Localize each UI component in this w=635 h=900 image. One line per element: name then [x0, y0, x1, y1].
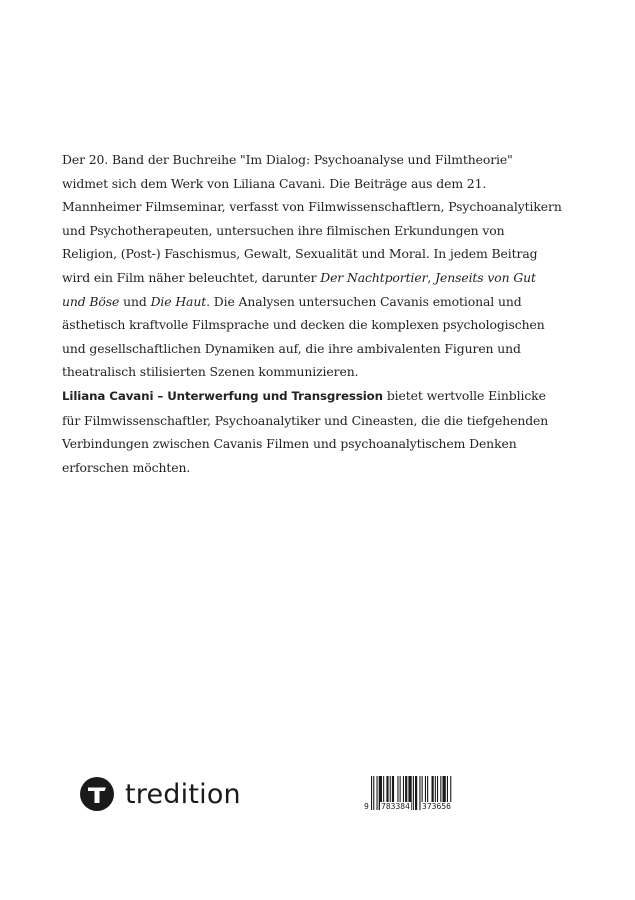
film-title: Die Haut [150, 293, 207, 309]
barcode-bar [413, 776, 414, 810]
barcode-bar [373, 776, 374, 810]
barcode-bars [363, 776, 469, 812]
blurb-text-segment: bietet wertvolle Einblicke für Filmwissenschaftler, Psychoanalytiker und Cineasten, die die tiefgehenden Verbindungen zwischen Cavanis Filmen und psychoanalytischem Denken erforschen möchten. [62, 387, 549, 475]
blurb-text [62, 148, 562, 479]
barcode-bar [377, 776, 378, 810]
barcode-group-2: 373656 [422, 802, 451, 811]
publisher-name: tredition [125, 778, 241, 810]
barcode-group-1: 783384 [381, 802, 410, 811]
barcode-bar [371, 776, 372, 810]
blurb-paragraph-2 [62, 384, 562, 479]
book-title: Liliana Cavani – Unterwerfung und Transgression [62, 388, 383, 403]
film-title: Jenseits von Gut und Böse [62, 269, 536, 309]
separator: und [119, 293, 151, 309]
blurb-paragraph-1 [62, 148, 562, 384]
isbn-barcode [363, 776, 469, 812]
blurb-text-segment: Der 20. Band der Buchreihe "Im Dialog: Psychoanalyse und Filmtheorie" widmet sich dem Werk von Liliana Cavani. Die Beiträge aus dem 21. Mannheimer Filmseminar, verfasst von Filmwissenschaftlern, Psychoanalytikern und Psychotherapeuten, untersuchen ihre filmischen Erkundungen von Religion, (Post-) Faschismus, Gewalt, Sexualität und Moral. In jedem Beitrag wird ein Film näher beleuchtet, darunter [62, 152, 562, 285]
tredition-logo-icon [80, 777, 114, 811]
barcode-first-digit: 9 [364, 802, 369, 811]
blurb-text-segment: . Die Analysen untersuchen Cavanis emotional und ästhetisch kraftvolle Filmsprache und decken die komplexen psychologischen und gesellschaftlichen Dynamiken auf, die ihre ambivalenten Figuren und theatralisch stilisierten Szenen kommunizieren. [62, 293, 545, 380]
film-title: Der Nachtportier [320, 269, 428, 285]
publisher-logo [80, 776, 241, 812]
separator: , [427, 269, 436, 285]
barcode-bar [415, 776, 417, 810]
